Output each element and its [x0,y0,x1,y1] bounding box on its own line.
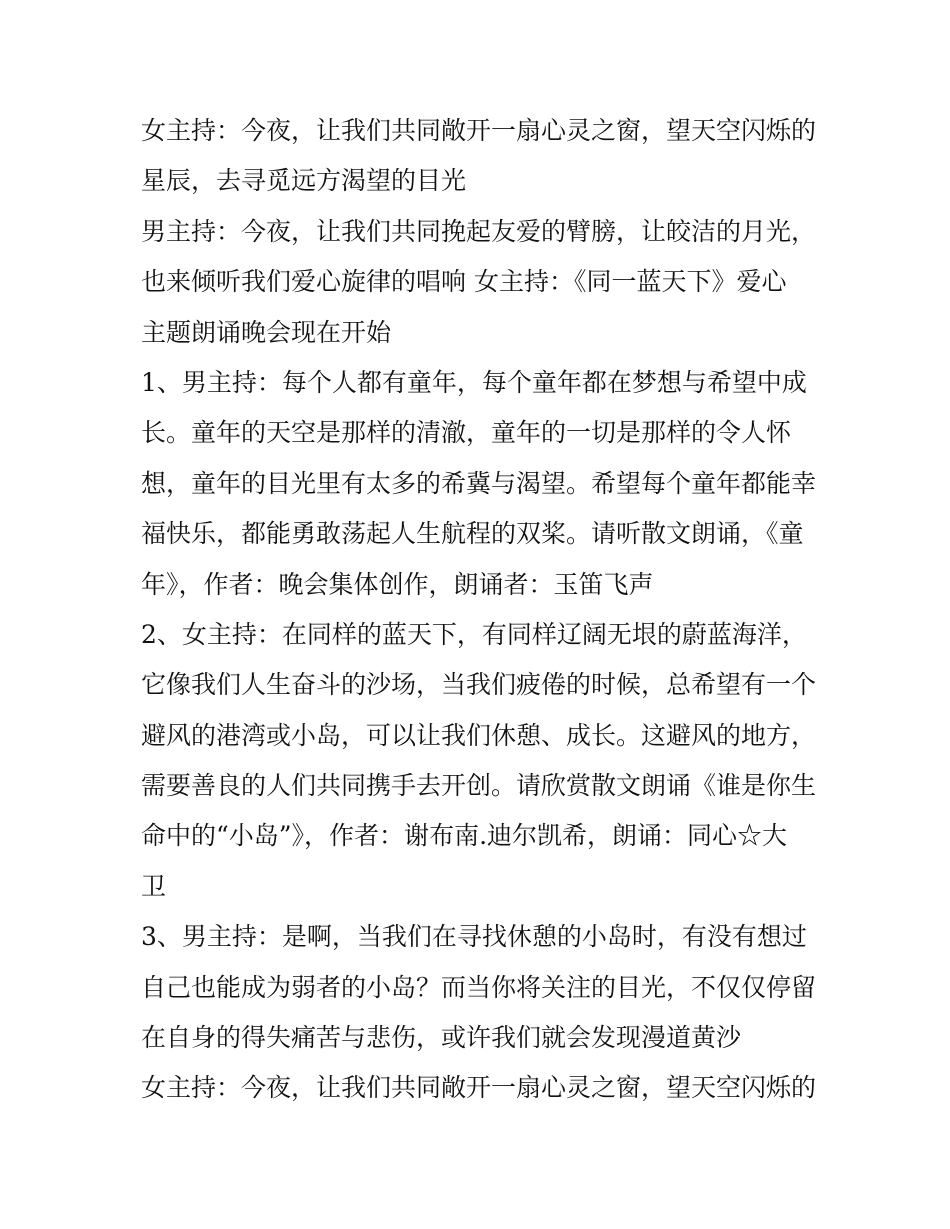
text-line-18: 自己也能成为弱者的小岛？而当你将关注的目光，不仅仅停留 [141,972,817,1002]
text-line-12: 它像我们人生奋斗的沙场，当我们疲倦的时候，总希望有一个 [141,670,817,700]
text-line-14: 需要善良的人们共同携手去开创。请欣赏散文朗诵《谁是你生 [141,771,817,801]
text-line-20: 女主持：今夜，让我们共同敞开一扇心灵之窗，望天空闪烁的 [141,1073,817,1103]
text-line-4: 也来倾听我们爱心旋律的唱响 女主持：《同一蓝天下》爱心 [141,267,787,297]
text-line-9: 福快乐，都能勇敢荡起人生航程的双桨。请听散文朗诵，《童 [141,519,804,549]
text-line-15: 命中的“小岛”》，作者：谢布南.迪尔凯希，朗诵：同心☆大 [141,821,788,851]
text-line-10: 年》，作者：晚会集体创作，朗诵者：玉笛飞声 [141,569,654,599]
text-line-3: 男主持：今夜，让我们共同挽起友爱的臂膀，让皎洁的月光， [141,216,817,246]
body-text [141,106,821,1114]
text-line-6: 1、男主持：每个人都有童年，每个童年都在梦想与希望中成 [141,367,807,397]
text-line-17: 3、男主持：是啊，当我们在寻找休憩的小岛时，有没有想过 [141,922,807,952]
text-line-16: 卫 [141,871,167,901]
text-line-2: 星辰，去寻觅远方渴望的目光 [141,166,467,196]
text-line-19: 在自身的得失痛苦与悲伤，或许我们就会发现漫道黄沙 [141,1023,742,1053]
text-line-1: 女主持：今夜，让我们共同敞开一扇心灵之窗，望天空闪烁的 [141,116,817,145]
text-line-8: 想，童年的目光里有太多的希冀与渴望。希望每个童年都能幸 [141,468,817,498]
text-line-13: 避风的港湾或小岛，可以让我们休憩、成长。这避风的地方， [141,720,817,750]
text-line-5: 主题朗诵晚会现在开始 [141,317,392,347]
text-line-7: 长。童年的天空是那样的清澈，童年的一切是那样的令人怀 [141,418,792,448]
text-line-11: 2、女主持：在同样的蓝天下，有同样辽阔无垠的蔚蓝海洋， [141,619,807,649]
